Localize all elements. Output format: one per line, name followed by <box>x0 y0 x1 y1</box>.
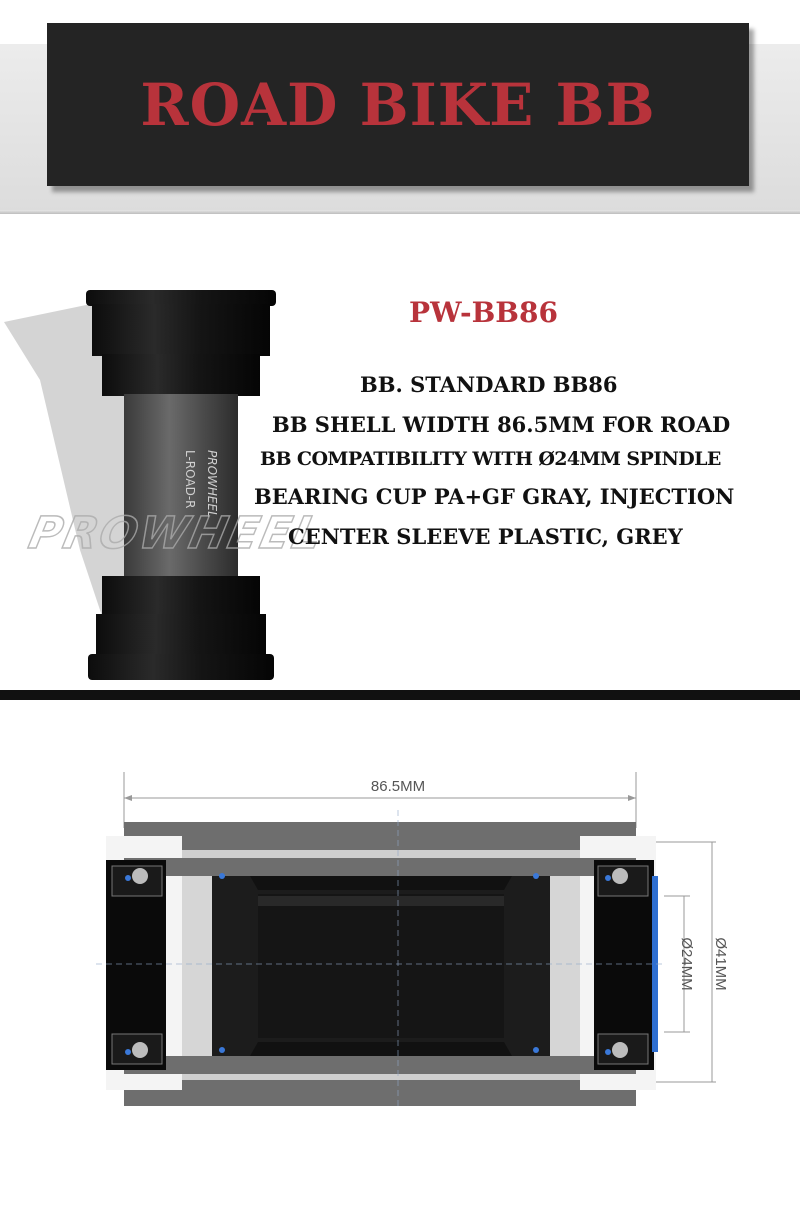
inner-diameter-label: Ø24MM <box>678 937 695 991</box>
inner-diameter-dimension <box>664 896 695 1032</box>
technical-diagram <box>0 700 800 1219</box>
product-section <box>0 250 800 690</box>
section-divider <box>0 690 800 700</box>
banner <box>47 23 749 186</box>
spec-line-compatibility: BB COMPATIBILITY WITH Ø24MM SPINDLE <box>260 448 721 470</box>
width-label: 86.5MM <box>370 778 426 795</box>
brand-watermark: PROWHEEL <box>24 508 329 559</box>
spec-line-center-sleeve: CENTER SLEEVE PLASTIC, GREY <box>288 524 683 549</box>
left-bearing <box>106 860 166 1070</box>
spec-line-bearing-cup: BEARING CUP PA+GF GRAY, INJECTION <box>254 484 735 509</box>
model-title: PW-BB86 <box>409 296 558 329</box>
spec-line-standard: BB. STANDARD BB86 <box>360 372 618 397</box>
width-dimension <box>124 772 636 828</box>
banner-title: ROAD BIKE BB <box>140 70 656 139</box>
outer-diameter-label: Ø41MM <box>712 937 729 991</box>
right-bearing <box>594 860 658 1070</box>
svg-text:L-ROAD-R: L-ROAD-R <box>183 450 197 509</box>
svg-text:PROWHEEL: PROWHEEL <box>205 450 219 518</box>
spec-line-shell-width: BB SHELL WIDTH 86.5MM FOR ROAD <box>272 412 731 437</box>
